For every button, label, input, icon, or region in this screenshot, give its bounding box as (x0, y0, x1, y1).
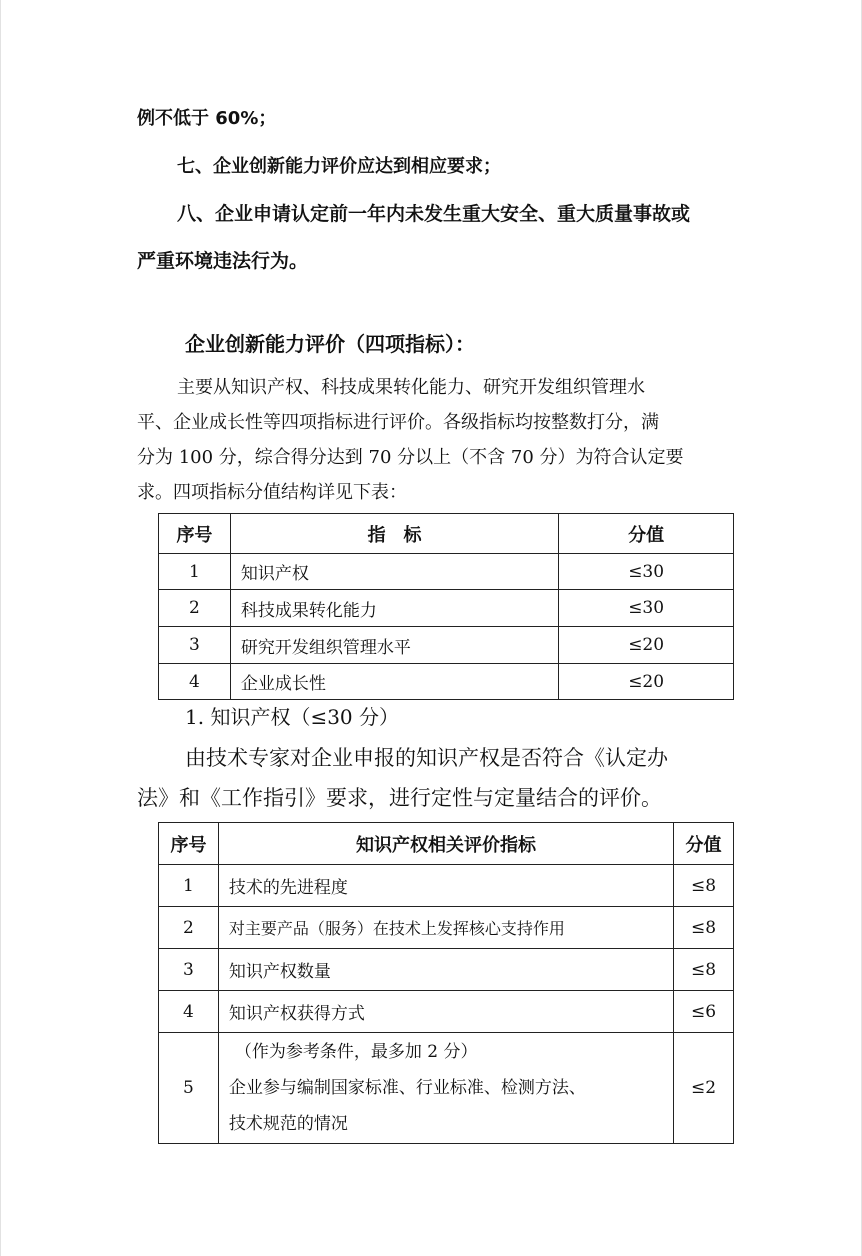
cell-indicator: 知识产权数量 (218, 949, 673, 991)
table-row (159, 865, 734, 907)
cell-score: ≤20 (559, 627, 734, 664)
cell-score: ≤2 (674, 1033, 734, 1144)
cell-text-line: 企业参与编制国家标准、行业标准、检测方法、 (228, 1078, 586, 1098)
paragraph-line: 法》和《工作指引》要求，进行定性与定量结合的评价。 (137, 786, 662, 810)
list-item-8-cont: 严重环境违法行为。 (137, 250, 309, 272)
cell-no: 4 (159, 664, 231, 700)
table-row (159, 664, 734, 700)
cell-score: ≤30 (559, 554, 734, 590)
cell-score: ≤8 (674, 865, 734, 907)
col-header-indicator: 指 标 (230, 514, 558, 554)
table-header-row (159, 823, 734, 865)
table-row (159, 590, 734, 627)
cell-indicator: 对主要产品（服务）在技术上发挥核心支持作用 (218, 907, 673, 949)
table-row (159, 627, 734, 664)
cell-indicator: 科技成果转化能力 (230, 590, 558, 627)
col-header-no: 序号 (159, 514, 231, 554)
cell-score: ≤6 (674, 991, 734, 1033)
cell-no: 5 (159, 1033, 219, 1144)
cell-no: 3 (159, 627, 231, 664)
text-line: 例不低于 60%； (137, 108, 277, 129)
col-header-score: 分值 (674, 823, 734, 865)
cell-score: ≤30 (559, 590, 734, 627)
cell-indicator: 技术的先进程度 (218, 865, 673, 907)
table-row (159, 554, 734, 590)
col-header-score: 分值 (559, 514, 734, 554)
cell-no: 2 (159, 907, 219, 949)
col-header-no: 序号 (159, 823, 219, 865)
list-item-7: 七、企业创新能力评价应达到相应要求； (177, 156, 501, 177)
cell-no: 1 (159, 554, 231, 590)
ip-evaluation-table (158, 822, 734, 1144)
cell-indicator: 知识产权获得方式 (218, 991, 673, 1033)
cell-no: 1 (159, 865, 219, 907)
paragraph-line: 平、企业成长性等四项指标进行评价。各级指标均按整数打分，满 (137, 412, 659, 433)
cell-text-line: 技术规范的情况 (228, 1114, 348, 1134)
cell-no: 2 (159, 590, 231, 627)
cell-no: 3 (159, 949, 219, 991)
cell-score: ≤20 (559, 664, 734, 700)
section-heading: 企业创新能力评价（四项指标）： (185, 332, 475, 356)
cell-indicator: 知识产权 (230, 554, 558, 590)
paragraph-line: 求。四项指标分值结构详见下表： (137, 482, 407, 503)
table-row (159, 991, 734, 1033)
cell-score: ≤8 (674, 907, 734, 949)
paragraph-line: 由技术专家对企业申报的知识产权是否符合《认定办 (185, 746, 668, 770)
list-item-8: 八、企业申请认定前一年内未发生重大安全、重大质量事故或 (177, 203, 691, 225)
subsection-title: 1. 知识产权（≤30 分） (185, 705, 400, 729)
cell-indicator (218, 1033, 673, 1144)
table-row (159, 949, 734, 991)
cell-score: ≤8 (674, 949, 734, 991)
cell-indicator: 研究开发组织管理水平 (230, 627, 558, 664)
paragraph-line: 主要从知识产权、科技成果转化能力、研究开发组织管理水 (177, 377, 645, 398)
col-header-indicator: 知识产权相关评价指标 (218, 823, 673, 865)
table-row (159, 907, 734, 949)
cell-no: 4 (159, 991, 219, 1033)
table-header-row (159, 514, 734, 554)
table-row (159, 1033, 734, 1144)
cell-note: （作为参考条件，最多加 2 分） (234, 1042, 478, 1062)
cell-indicator: 企业成长性 (230, 664, 558, 700)
paragraph-line: 分为 100 分，综合得分达到 70 分以上（不含 70 分）为符合认定要 (137, 447, 684, 468)
score-structure-table (158, 513, 734, 700)
